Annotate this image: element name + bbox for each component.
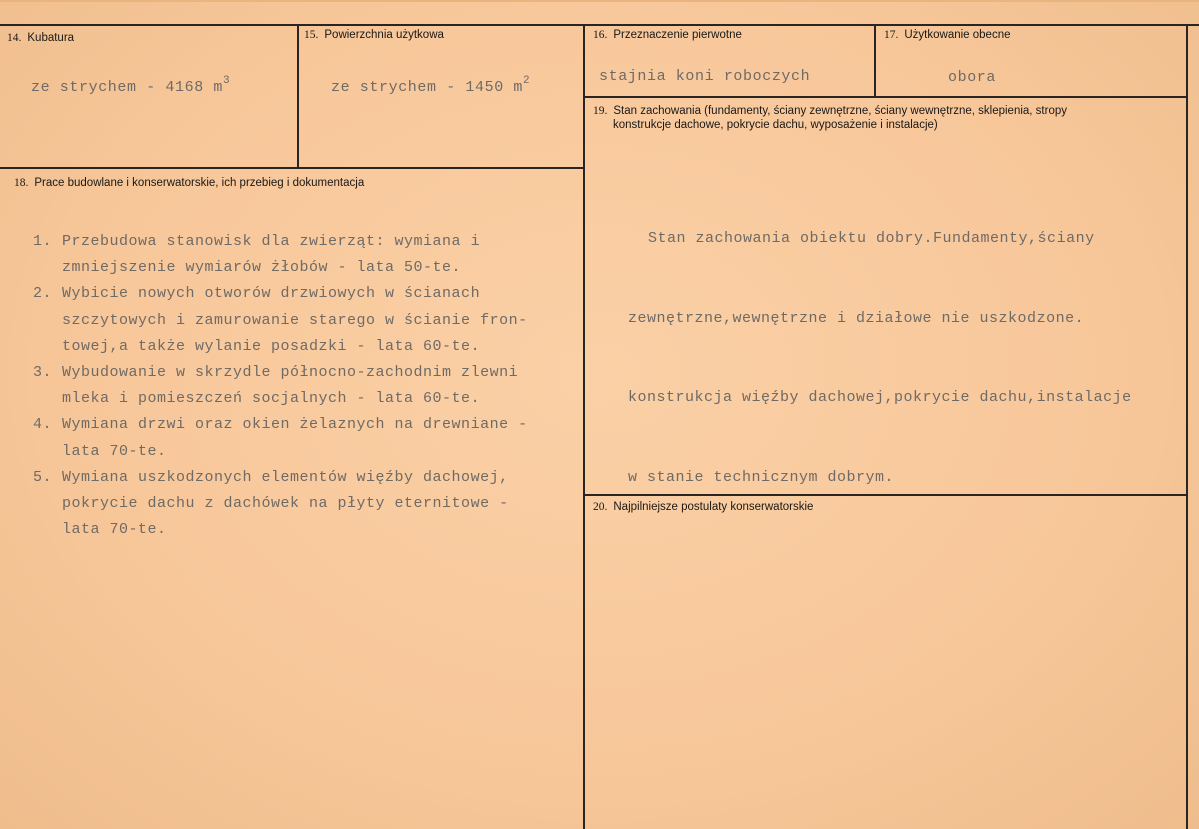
field-19-text bbox=[628, 173, 1132, 544]
divider-v-16-17 bbox=[874, 24, 876, 96]
divider-v-center bbox=[583, 24, 585, 829]
field-17-label bbox=[884, 28, 1011, 42]
field-17-number: 17. bbox=[884, 29, 899, 41]
stan-line: zewnętrzne,wewnętrzne i działowe nie uszkodzone. bbox=[628, 309, 1085, 327]
kubatura-exponent: 3 bbox=[223, 75, 231, 87]
field-16-number: 16. bbox=[593, 29, 608, 41]
item-number: 3. bbox=[33, 364, 53, 382]
list-item bbox=[33, 360, 573, 412]
item-number: 2. bbox=[33, 285, 53, 303]
divider-top bbox=[0, 24, 1199, 26]
field-16-title: Przeznaczenie pierwotne bbox=[613, 29, 742, 41]
field-20-title: Najpilniejsze postulaty konserwatorskie bbox=[613, 501, 814, 513]
item-text: Wymiana drzwi oraz okien żelaznych na drewniane - lata 70-te. bbox=[62, 416, 528, 460]
field-20-label bbox=[593, 500, 813, 514]
divider-h-left bbox=[0, 167, 585, 169]
divider-h-right-top bbox=[583, 96, 1187, 98]
list-item bbox=[33, 281, 573, 360]
item-number: 4. bbox=[33, 416, 53, 434]
stan-line: w stanie technicznym dobrym. bbox=[628, 468, 895, 486]
field-18-number: 18. bbox=[14, 177, 29, 189]
divider-v-14-15 bbox=[297, 24, 299, 167]
field-14-number: 14. bbox=[7, 32, 22, 44]
field-17-title: Użytkowanie obecne bbox=[904, 29, 1011, 41]
item-text: Wybicie nowych otworów drzwiowych w ścianach szczytowych i zamurowanie starego w ścianie fron- towej,a także wylanie posadzki - lata 60-te. bbox=[62, 285, 528, 355]
field-16-label bbox=[593, 28, 742, 42]
item-text: Wybudowanie w skrzydle północno-zachodnim zlewni mleka i pomieszczeń socjalnych - lata 60-te. bbox=[62, 364, 519, 408]
field-19-title-line1: Stan zachowania (fundamenty, ściany zewnętrzne, ściany wewnętrzne, sklepienia, stropy bbox=[613, 105, 1068, 117]
item-text: Przebudowa stanowisk dla zwierząt: wymiana i zmniejszenie wymiarów żłobów - lata 50-te. bbox=[62, 233, 481, 277]
field-17-value: obora bbox=[948, 69, 997, 86]
item-number: 1. bbox=[33, 233, 53, 250]
item-number: 5. bbox=[33, 468, 53, 486]
field-14-label bbox=[7, 31, 74, 45]
field-15-label bbox=[304, 28, 444, 42]
field-14-title: Kubatura bbox=[27, 32, 75, 44]
kubatura-text: ze strychem - 4168 m bbox=[31, 79, 224, 96]
list-item bbox=[33, 229, 573, 281]
item-text: Wymiana uszkodzonych elementów więźby dachowej, pokrycie dachu z dachówek na płyty eternitowe - lata 70-te. bbox=[62, 468, 509, 539]
field-20-number: 20. bbox=[593, 501, 608, 513]
powierzchnia-exponent: 2 bbox=[523, 75, 531, 87]
card-top-edge bbox=[0, 0, 1199, 2]
field-19-number: 19. bbox=[593, 105, 608, 117]
stan-line: konstrukcja więźby dachowej,pokrycie dachu,instalacje bbox=[628, 389, 1132, 406]
stan-line: Stan zachowania obiektu dobry.Fundamenty,ściany bbox=[648, 230, 1095, 247]
list-item bbox=[33, 412, 573, 464]
field-15-number: 15. bbox=[304, 29, 319, 41]
field-14-value bbox=[31, 77, 230, 96]
field-15-value bbox=[331, 77, 530, 96]
field-19-title-line2: konstrukcje dachowe, pokrycie dachu, wyposażenie i instalacje) bbox=[613, 119, 938, 131]
prace-list bbox=[33, 229, 573, 543]
powierzchnia-text: ze strychem - 1450 m bbox=[331, 79, 524, 96]
field-18-title: Prace budowlane i konserwatorskie, ich przebieg i dokumentacja bbox=[34, 177, 365, 189]
divider-v-right bbox=[1186, 24, 1188, 829]
field-15-title: Powierzchnia użytkowa bbox=[324, 29, 444, 41]
field-19-label bbox=[593, 104, 1183, 132]
list-item bbox=[33, 465, 573, 544]
field-16-value: stajnia koni roboczych bbox=[599, 68, 811, 85]
field-18-label bbox=[14, 176, 364, 190]
